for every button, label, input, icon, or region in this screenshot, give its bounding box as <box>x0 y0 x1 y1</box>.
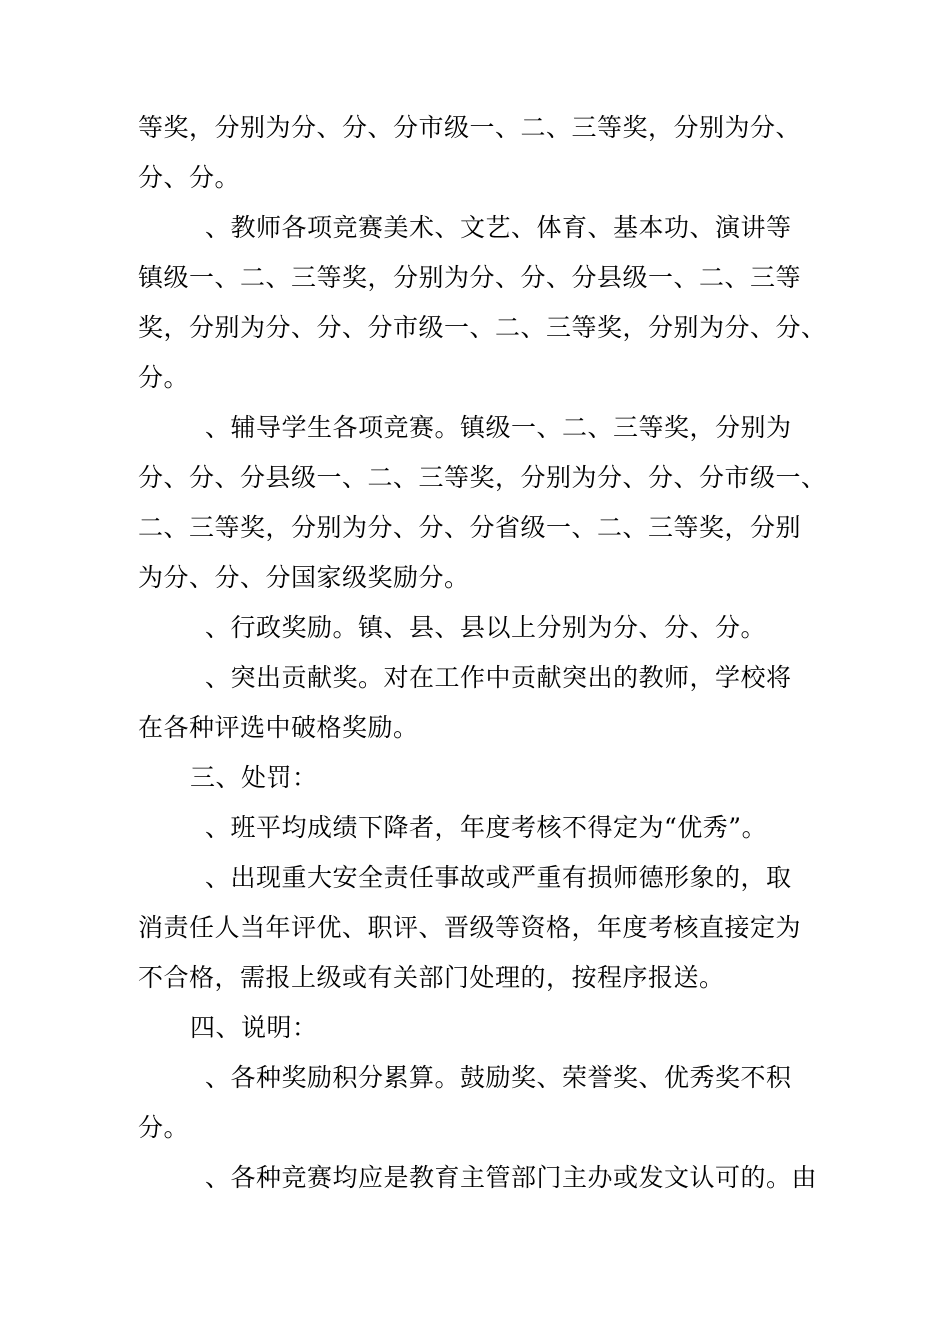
text-line: 消责任人当年评优、职评、晋级等资格，年度考核直接定为 <box>138 913 802 942</box>
text-line: 为分、分、分国家级奖励分。 <box>138 563 470 592</box>
text-line: 、各种奖励积分累算。鼓励奖、荣誉奖、优秀奖不积 <box>205 1063 792 1092</box>
text-line: 分。 <box>138 1113 190 1142</box>
text-line: 、教师各项竞赛美术、文艺、体育、基本功、演讲等 <box>205 213 792 242</box>
text-line: 奖，分别为分、分、分市级一、二、三等奖，分别为分、分、 <box>138 313 827 342</box>
text-line: 分、分。 <box>138 163 241 192</box>
text-line: 分、分、分县级一、二、三等奖，分别为分、分、分市级一、 <box>138 463 827 492</box>
text-line: 、各种竞赛均应是教育主管部门主办或发文认可的。由 <box>205 1163 818 1192</box>
section-heading: 三、处罚： <box>190 763 318 792</box>
text-line: 、辅导学生各项竞赛。镇级一、二、三等奖，分别为 <box>205 413 792 442</box>
text-line: 镇级一、二、三等奖，分别为分、分、分县级一、二、三等 <box>138 263 802 292</box>
text-line: 、突出贡献奖。对在工作中贡献突出的教师，学校将 <box>205 663 792 692</box>
text-line: 等奖，分别为分、分、分市级一、二、三等奖，分别为分、 <box>138 113 802 142</box>
text-line: 、出现重大安全责任事故或严重有损师德形象的，取 <box>205 863 792 892</box>
text-line: 分。 <box>138 363 190 392</box>
section-heading: 四、说明： <box>190 1013 318 1042</box>
text-line: 、行政奖励。镇、县、县以上分别为分、分、分。 <box>205 613 767 642</box>
text-line: 不合格，需报上级或有关部门处理的，按程序报送。 <box>138 963 725 992</box>
text-line: 二、三等奖，分别为分、分、分省级一、二、三等奖，分别 <box>138 513 802 542</box>
text-line: 在各种评选中破格奖励。 <box>138 713 419 742</box>
text-line: 、班平均成绩下降者，年度考核不得定为“优秀”。 <box>205 813 768 842</box>
